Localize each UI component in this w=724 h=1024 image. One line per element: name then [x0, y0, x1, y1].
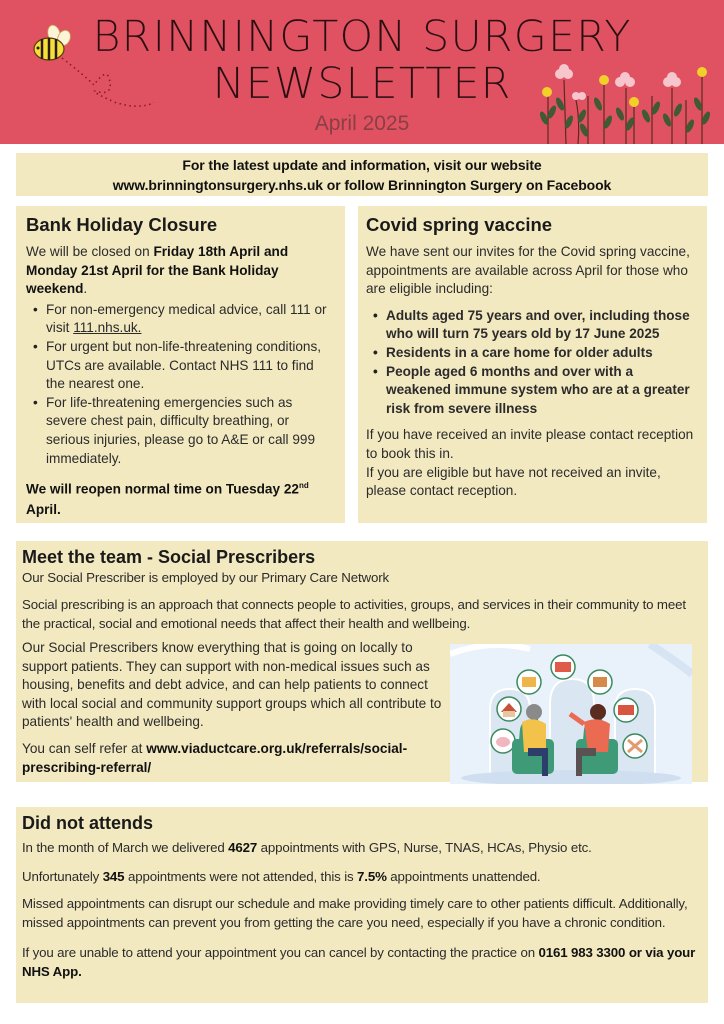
missed-count: 345 — [102, 869, 125, 884]
title-line-1: BRINNINGTON SURGERY — [92, 12, 632, 62]
practice-phone[interactable]: 0161 983 3300 or via your NHS App. — [22, 945, 696, 979]
list-item: • For life-threatening emergencies such as severe chest pain, difficulty breathing, or serious injuries, please go to A&E or call 999 immediately. — [26, 394, 335, 468]
list-item — [26, 301, 335, 338]
social-prescribers-card — [16, 541, 708, 782]
list-item: • Residents in a care home for older adults — [366, 344, 697, 363]
covid-vaccine-card — [358, 206, 707, 523]
self-refer-line — [22, 740, 442, 777]
reopen-end: April. — [26, 501, 61, 517]
nhs-111-link[interactable]: 111.nhs.uk. — [73, 320, 142, 336]
bank-holiday-intro — [26, 243, 335, 299]
flowers-illustration — [538, 60, 718, 144]
list-item: • For urgent but non-life-threatening conditions, UTCs are available. Contact NHS 111 to find the nearest one. — [26, 338, 335, 394]
covid-eligibility-list — [366, 307, 697, 419]
intro-suffix: . — [83, 281, 88, 297]
team-description: Social prescribing is an approach that connects people to activities, groups, and services in their community to meet the practical, social and emotional needs that affect their health and wellbeing. — [22, 597, 686, 631]
did-not-attend-card — [16, 807, 708, 1003]
team-heading: Meet the team - Social Prescribers — [22, 547, 316, 567]
social-prescribing-illustration — [450, 644, 692, 784]
missed-impact: Missed appointments can disrupt our schedule and make providing timely care to other patients difficult. Additionally, missed appointments can prevent you from getting the care you need, especially if you have a chronic condition. — [22, 896, 688, 930]
newsletter-header — [0, 0, 724, 144]
closure-dates: Friday 18th April and Monday 21st April for the Bank Holiday weekend — [26, 244, 289, 297]
missed-mid: appointments were not attended, this is — [124, 869, 358, 884]
team-subheading: Our Social Prescriber is employed by our Primary Care Network — [22, 570, 389, 585]
missed-percentage: 7.5% — [357, 869, 387, 884]
covid-note-1: If you have received an invite please contact reception to book this in. — [366, 427, 694, 461]
dna-heading: Did not attends — [22, 813, 153, 833]
intro-prefix: We will be closed on — [26, 244, 154, 259]
covid-note-2: If you are eligible but have not received an invite, please contact reception. — [366, 464, 661, 499]
referral-link[interactable]: www.viaductcare.org.uk/referrals/social-prescribing-referral/ — [22, 740, 408, 775]
delivered-suffix: appointments with GPS, Nurse, TNAS, HCAs, Physio etc. — [257, 840, 592, 855]
delivered-prefix: In the month of March we delivered — [22, 840, 229, 855]
newsletter-date: April 2025 — [314, 112, 410, 135]
covid-heading: Covid spring vaccine — [366, 214, 553, 235]
bank-holiday-card — [16, 206, 345, 523]
bank-holiday-advice-list — [26, 301, 335, 468]
cancel-instructions — [22, 943, 702, 981]
delivered-count: 4627 — [228, 840, 258, 855]
list-item: • Adults aged 75 years and over, including those who will turn 75 years old by 17 June 2025 — [366, 307, 697, 344]
info-line-1: For the latest update and information, visit our website — [182, 157, 542, 173]
website-info-banner — [16, 153, 708, 196]
missed-suffix: appointments unattended. — [386, 869, 541, 884]
cancel-prefix: If you are unable to attend your appointment you can cancel by contacting the practice on — [22, 945, 539, 960]
refer-prefix: You can self refer at — [22, 740, 147, 756]
info-line-2[interactable]: www.brinningtonsurgery.nhs.uk or follow Brinnington Surgery on Facebook — [112, 177, 612, 193]
covid-intro: We have sent our invites for the Covid spring vaccine, appointments are available across April for those who are eligible including: — [366, 244, 690, 297]
bank-holiday-heading: Bank Holiday Closure — [26, 214, 218, 235]
missed-prefix: Unfortunately — [22, 869, 103, 884]
reopen-text: We will reopen normal time on Tuesday 22 — [26, 481, 299, 497]
advice-text: For non-emergency medical advice, call 111 or visit — [46, 301, 327, 336]
team-services: Our Social Prescribers know everything that is going on locally to support patients. They can support with non-medical issues such as housing, benefits and debt advice, and can help patients to connect with local social and community support groups which all contribute to patients' health and wellbeing. — [22, 640, 442, 730]
reopen-sup: nd — [298, 481, 309, 491]
title-line-2: NEWSLETTER — [212, 59, 512, 109]
appointments-delivered — [22, 838, 702, 857]
team-details — [22, 639, 442, 777]
appointments-missed — [22, 867, 702, 886]
list-item: • People aged 6 months and over with a weakened immune system who are at a greater risk from severe illness — [366, 363, 697, 419]
reopen-notice — [26, 476, 335, 520]
